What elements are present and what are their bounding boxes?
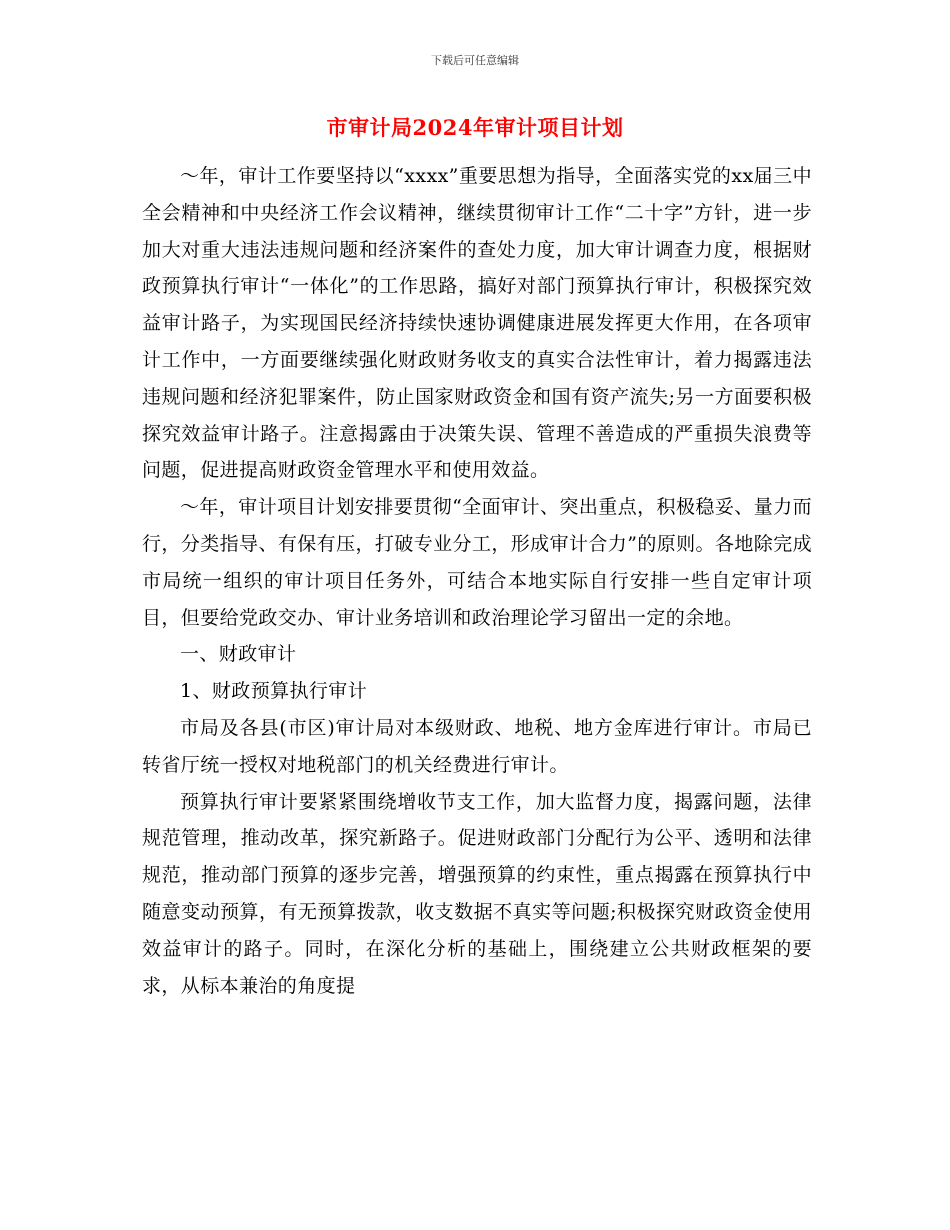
page-header-note: 下载后可任意编辑 [431,54,519,67]
section-heading-fiscal-audit: 一、财政审计 [180,643,297,666]
paragraph-audit-scope: 市局及各县(市区)审计局对本级财政、地税、地方金库进行审计。市局已转省厅统一授权对地税部门的机关经费进行审计。 [142,716,812,776]
paragraph-principles: ～年，审计项目计划安排要贯彻“全面审计、突出重点，积极稳妥、量力而行，分类指导、有保有压，打破专业分工，形成审计合力”的原则。各地除完成市局统一组织的审计项目任务外，可结合本地实际自行安排一些自定审计项目，但要给党政交办、审计业务培训和政治理论学习留出一定的余地。 [142,496,812,629]
document-title: 市审计局2024年审计项目计划 [326,115,624,140]
paragraph-intro: ～年，审计工作要坚持以“xxxx”重要思想为指导，全面落实党的xx届三中全会精神和中央经济工作会议精神，继续贯彻审计工作“二十字”方针，进一步加大对重大违法违规问题和经济案件的查处力度，加大审计调查力度，根据财政预算执行审计“一体化”的工作思路，搞好对部门预算执行审计，积极探究效益审计路子，为实现国民经济持续快速协调健康进展发挥更大作用，在各项审计工作中，一方面要继续强化财政财务收支的真实合法性审计，着力揭露违法违规问题和经济犯罪案件，防止国家财政资金和国有资产流失;另一方面要积极探究效益审计路子。注意揭露由于决策失误、管理不善造成的严重损失浪费等问题，促进提高财政资金管理水平和使用效益。 [142,165,812,482]
document-body [142,158,812,1004]
subsection-heading-budget-execution: 1、财政预算执行审计 [180,680,368,703]
paragraph-budget-audit-detail: 预算执行审计要紧紧围绕增收节支工作，加大监督力度，揭露问题，法律规范管理，推动改革，探究新路子。促进财政部门分配行为公平、透明和法律规范，推动部门预算的逐步完善，增强预算的约束性，重点揭露在预算执行中随意变动预算，有无预算拨款，收支数据不真实等问题;积极探究财政资金使用效益审计的路子。同时，在深化分析的基础上，围绕建立公共财政框架的要求，从标本兼治的角度提 [142,790,812,997]
